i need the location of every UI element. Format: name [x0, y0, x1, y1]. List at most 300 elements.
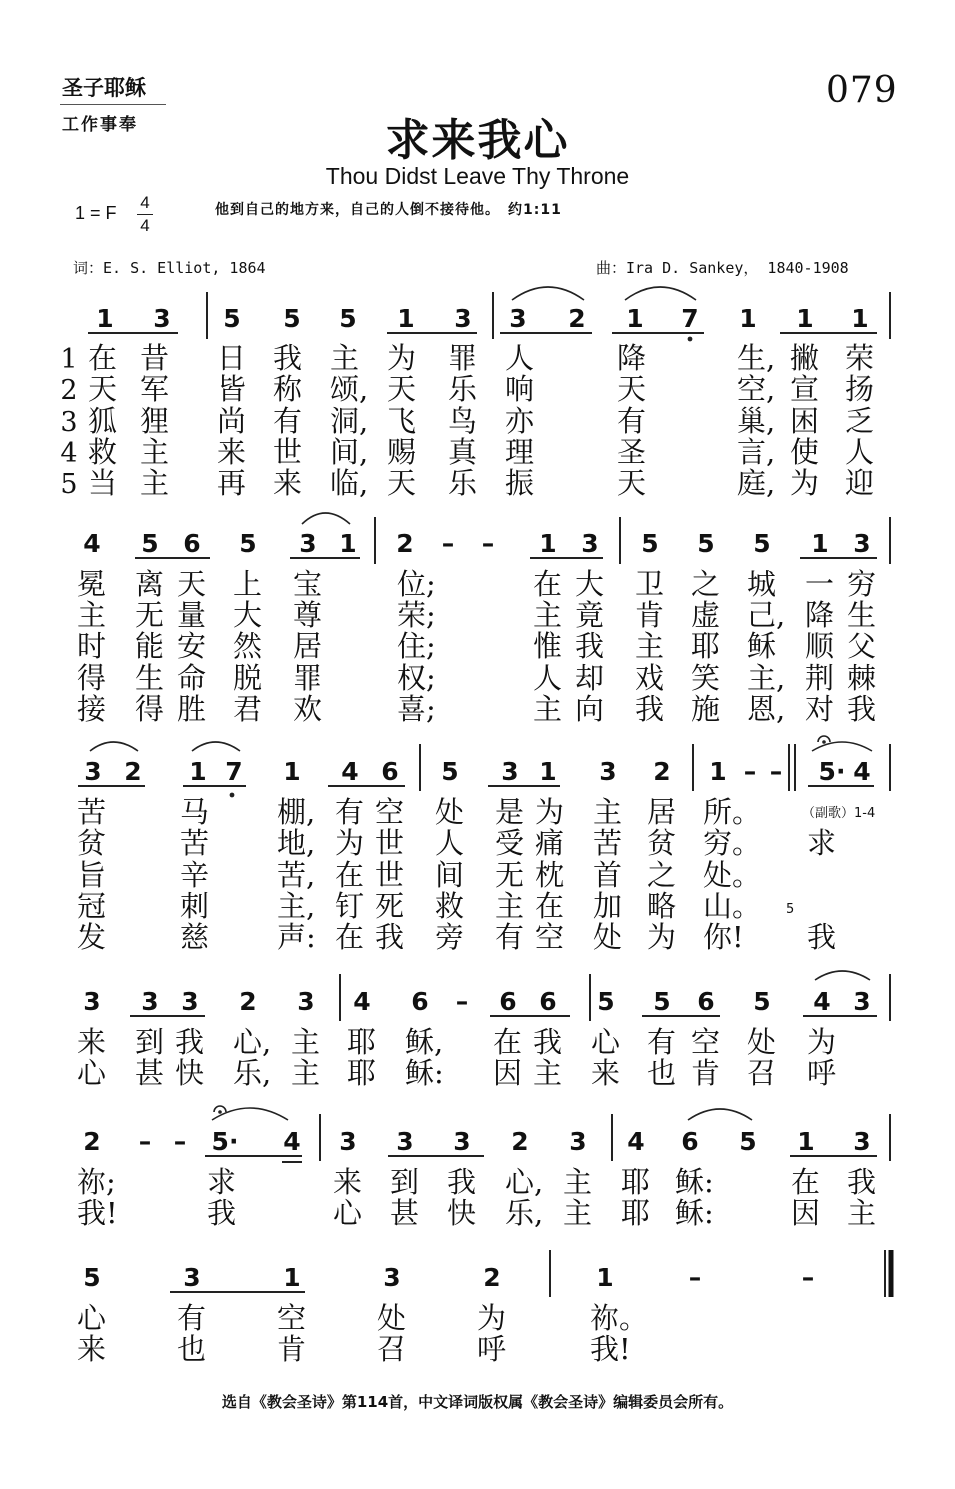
lyric-syllable: 钉: [335, 889, 365, 923]
lyric-syllable: 赐: [387, 435, 417, 469]
lyric-syllable: 罪: [448, 341, 478, 375]
lyric-syllable: 我: [575, 629, 605, 663]
score-note: 3: [299, 529, 317, 558]
score-note: 1: [811, 529, 829, 558]
score-note: 1: [626, 304, 644, 333]
lyricist-credit: 词：E. S. Elliot, 1864: [73, 259, 266, 277]
lyric-syllable: 主: [593, 795, 623, 829]
score-note: 5: [239, 529, 257, 558]
lyric-syllable: 受: [495, 826, 525, 860]
lyric-syllable: 主: [533, 692, 563, 726]
lyric-syllable: 旨: [77, 858, 107, 892]
lyric-syllable: 我: [847, 692, 877, 726]
lyric-syllable: 乐,: [233, 1056, 272, 1090]
lyric-syllable: 肯: [691, 1056, 721, 1090]
score-note: 2: [396, 529, 414, 558]
lyric-syllable: 来: [77, 1025, 107, 1059]
lyric-syllable: 心: [77, 1301, 107, 1335]
lyric-syllable: 处。: [703, 858, 762, 892]
score-note: 4: [353, 987, 371, 1016]
score-note: 5: [641, 529, 659, 558]
lyric-syllable: 棚,: [277, 795, 316, 829]
score-note: 4: [341, 757, 359, 786]
score-note: 1: [739, 304, 757, 333]
lyric-syllable: 因: [791, 1196, 821, 1230]
score-note: 1: [709, 757, 727, 786]
lyric-syllable: 皆: [217, 372, 247, 406]
lyric-syllable: 人: [845, 435, 875, 469]
verse-number: 3: [60, 407, 78, 438]
score-note: 1: [189, 757, 207, 786]
lyric-syllable: 得: [135, 692, 165, 726]
lyric-syllable: 来: [77, 1332, 107, 1366]
lyric-syllable: 天: [177, 567, 207, 601]
hold-dash: –: [173, 1127, 187, 1156]
score-note: 2: [239, 987, 257, 1016]
lyric-syllable: 卫: [635, 567, 665, 601]
score-note: 3: [84, 757, 102, 786]
lyric-syllable: 有: [647, 1025, 677, 1059]
lyric-syllable: 主,: [747, 661, 786, 695]
lyric-syllable: 召: [377, 1332, 407, 1366]
hold-dash: –: [688, 1263, 702, 1292]
lyric-syllable: 耶: [691, 629, 721, 663]
lyric-syllable: 求: [207, 1165, 237, 1199]
lyric-syllable: 狐: [88, 404, 118, 438]
lyric-syllable: 狸: [140, 404, 170, 438]
lyric-syllable: 罪: [293, 661, 323, 695]
lyric-syllable: 向: [575, 692, 605, 726]
score-note: 4: [627, 1127, 645, 1156]
score-note: 2: [83, 1127, 101, 1156]
score-note: 3: [453, 1127, 471, 1156]
lyric-syllable: 心: [591, 1025, 621, 1059]
lyric-syllable: 大: [575, 567, 605, 601]
lyric-syllable: 为: [647, 920, 677, 954]
score-note: 3: [581, 529, 599, 558]
lyric-syllable: 天: [387, 372, 417, 406]
lyric-syllable: 父: [847, 629, 877, 663]
lyric-syllable: 呼: [807, 1056, 837, 1090]
lyric-syllable: 穷: [847, 567, 877, 601]
lyric-syllable: 我: [375, 920, 405, 954]
hold-dash: –: [769, 757, 783, 786]
lyric-syllable: 己,: [747, 598, 786, 632]
score-note: 5: [441, 757, 459, 786]
lyric-syllable: 主: [563, 1165, 593, 1199]
score-note: 2: [653, 757, 671, 786]
lyric-syllable: 迎: [845, 466, 875, 500]
lyric-syllable: 我!: [77, 1196, 118, 1230]
score-note: 1: [283, 757, 301, 786]
score-note: 3: [853, 1127, 871, 1156]
lyric-syllable: 离: [135, 567, 165, 601]
lyric-syllable: 亦: [505, 404, 535, 438]
lyric-syllable: 天: [617, 466, 647, 500]
lyric-syllable: 来: [591, 1056, 621, 1090]
lyric-syllable: 苦: [180, 826, 210, 860]
lyric-syllable: 处: [747, 1025, 777, 1059]
lyric-syllable: 权;: [397, 661, 436, 695]
lyric-syllable: 耶: [621, 1165, 651, 1199]
lyric-syllable: 宝: [293, 567, 323, 601]
score-note: 4: [83, 529, 101, 558]
score-note: 5: [753, 987, 771, 1016]
score-note: 1: [796, 304, 814, 333]
score-note: 3: [339, 1127, 357, 1156]
lyric-syllable: 无: [495, 858, 525, 892]
lyric-syllable: 主: [533, 598, 563, 632]
lyric-syllable: 你!: [703, 920, 744, 954]
lyric-syllable: 施: [691, 692, 721, 726]
lyric-syllable: 稣:: [675, 1196, 714, 1230]
lyric-syllable: 笑: [691, 661, 721, 695]
lyric-syllable: 心: [333, 1196, 363, 1230]
lyric-syllable: 空: [691, 1025, 721, 1059]
lyric-syllable: 刺: [180, 889, 210, 923]
lyric-syllable: 死: [375, 889, 405, 923]
lyric-syllable: 稣: [747, 629, 777, 663]
score-note: 5: [339, 304, 357, 333]
score-note: 5: [653, 987, 671, 1016]
lyric-syllable: 降: [805, 598, 835, 632]
lyric-syllable: 主: [77, 598, 107, 632]
lyric-syllable: 声:: [277, 920, 316, 954]
lyric-syllable: 首: [593, 858, 623, 892]
score-note: 5: [697, 529, 715, 558]
score-note: 7: [681, 304, 699, 333]
lyric-syllable: 为: [535, 795, 565, 829]
lyric-syllable: 响: [505, 372, 535, 406]
score-note: 1: [851, 304, 869, 333]
lyric-syllable: 我: [447, 1165, 477, 1199]
lyric-syllable: 颂,: [330, 372, 369, 406]
lyric-syllable: 耶: [621, 1196, 651, 1230]
key-signature: 1 = F: [75, 203, 117, 223]
score-note: 3: [569, 1127, 587, 1156]
lyric-syllable: 天: [617, 372, 647, 406]
lyric-syllable: 鸟: [448, 404, 478, 438]
lyric-syllable: 主: [533, 1056, 563, 1090]
lyric-syllable: 言,: [737, 435, 776, 469]
lyric-syllable: 我!: [590, 1332, 631, 1366]
lyric-syllable: 日: [217, 341, 247, 375]
lyric-syllable: 冠: [77, 889, 107, 923]
lyric-syllable: 飞: [387, 404, 417, 438]
lyric-syllable: 居: [293, 629, 323, 663]
lyric-syllable: 顺: [805, 629, 835, 663]
lyric-syllable: 肯: [635, 598, 665, 632]
score-note: 6: [499, 987, 517, 1016]
score-note: 1: [339, 529, 357, 558]
lyric-syllable: 戏: [635, 661, 665, 695]
lyric-syllable: 召: [747, 1056, 777, 1090]
lyric-syllable: 虚: [691, 598, 721, 632]
lyric-syllable: 主: [563, 1196, 593, 1230]
lyric-syllable: 主: [635, 629, 665, 663]
lyric-syllable: 上: [233, 567, 263, 601]
lyric-syllable: 有: [273, 404, 303, 438]
score-note: 4: [283, 1127, 301, 1156]
lyric-syllable: 苦: [77, 795, 107, 829]
score-note: 2: [511, 1127, 529, 1156]
score-note: 3: [396, 1127, 414, 1156]
lyric-syllable: 我: [807, 920, 837, 954]
lyric-syllable: 快: [175, 1056, 205, 1090]
lyric-syllable: 在: [791, 1165, 821, 1199]
lyric-syllable: 马: [180, 795, 210, 829]
lyric-syllable: 圣: [617, 435, 647, 469]
lyric-syllable: 撇: [790, 341, 820, 375]
lyric-syllable: 脱: [233, 661, 263, 695]
lyric-syllable: 在: [88, 341, 118, 375]
lyric-syllable: 安: [177, 629, 207, 663]
lyric-syllable: 量: [177, 598, 207, 632]
score-note: 6: [183, 529, 201, 558]
lyric-syllable: 主: [291, 1056, 321, 1090]
hold-dash: –: [481, 529, 495, 558]
lyric-syllable: 我: [175, 1025, 205, 1059]
time-bottom: 4: [140, 216, 150, 235]
lyric-syllable: 胜: [177, 692, 207, 726]
lyric-syllable: 主: [140, 435, 170, 469]
lyric-syllable: 欢: [293, 692, 323, 726]
lyric-syllable: 间: [435, 858, 465, 892]
hold-dash: –: [455, 987, 469, 1016]
lyric-syllable: 救: [88, 435, 118, 469]
lyric-syllable: 主: [847, 1196, 877, 1230]
lyric-syllable: 君: [233, 692, 263, 726]
lyric-syllable: 快: [447, 1196, 477, 1230]
lyric-syllable: 为: [387, 341, 417, 375]
lyric-syllable: 贫: [77, 826, 107, 860]
lyric-syllable: 世: [375, 826, 405, 860]
lyric-syllable: 人: [435, 826, 465, 860]
lyric-syllable: 耶: [347, 1056, 377, 1090]
lyric-syllable: 乐: [448, 372, 478, 406]
score-note: 5: [141, 529, 159, 558]
lyric-syllable: 生,: [737, 341, 776, 375]
verse-number: 2: [60, 375, 78, 406]
lyric-syllable: 棘: [847, 661, 877, 695]
score-note: 3: [853, 529, 871, 558]
lyric-syllable: 有: [177, 1301, 207, 1335]
lyric-syllable: 尊: [293, 598, 323, 632]
verse-number: 1: [60, 344, 78, 375]
score-note: 3: [181, 987, 199, 1016]
score-note: 3: [141, 987, 159, 1016]
lyric-syllable: 主: [495, 889, 525, 923]
lyric-syllable: 惟: [533, 629, 563, 663]
lyric-syllable: 辛: [180, 858, 210, 892]
score-note: 5·: [818, 757, 846, 786]
lyric-syllable: 苦: [593, 826, 623, 860]
lyric-syllable: 稣,: [405, 1025, 444, 1059]
lyric-syllable: 然: [233, 629, 263, 663]
score-note: 2: [124, 757, 142, 786]
score-note: 5·: [211, 1127, 239, 1156]
score-note: 1: [96, 304, 114, 333]
lyric-syllable: 有: [335, 795, 365, 829]
hold-dash: –: [138, 1127, 152, 1156]
lyric-syllable: 振: [505, 466, 535, 500]
lyric-syllable: 冕: [77, 567, 107, 601]
score-note: 2: [483, 1263, 501, 1292]
lyric-syllable: 昔: [140, 341, 170, 375]
score-note: 3: [83, 987, 101, 1016]
score-note: 1: [283, 1263, 301, 1292]
lyric-syllable: 空: [277, 1301, 307, 1335]
lyric-syllable: 为: [807, 1025, 837, 1059]
lyric-syllable: 我: [635, 692, 665, 726]
lyric-syllable: 甚: [390, 1196, 420, 1230]
lyric-syllable: 生: [135, 661, 165, 695]
lyric-syllable: 略: [647, 889, 677, 923]
lyric-syllable: 尚: [217, 404, 247, 438]
lyric-syllable: 对: [805, 692, 835, 726]
copyright-footer: 选自《教会圣诗》第114首，中文译词版权属《教会圣诗》编辑委员会所有。: [221, 1393, 734, 1411]
lyric-syllable: 军: [140, 372, 170, 406]
lyric-syllable: 竟: [575, 598, 605, 632]
score-note: 7: [225, 757, 243, 786]
score-note: 6: [539, 987, 557, 1016]
lyric-syllable: 到: [390, 1165, 420, 1199]
title-english: Thou Didst Leave Thy Throne: [325, 163, 630, 189]
score-note: 1: [596, 1263, 614, 1292]
lyric-syllable: 稣:: [675, 1165, 714, 1199]
lyric-syllable: 间,: [330, 435, 369, 469]
hymn-number: 079: [826, 70, 898, 111]
composer-credit: 曲：Ira D. Sankey， 1840-1908: [596, 259, 849, 277]
score-note: 1: [397, 304, 415, 333]
lyric-syllable: 心,: [233, 1025, 272, 1059]
lyric-syllable: 临,: [330, 466, 369, 500]
verse5-refrain-mark: 5: [786, 902, 795, 917]
lyric-syllable: 稣:: [405, 1056, 444, 1090]
lyric-syllable: 处: [593, 920, 623, 954]
lyric-syllable: 耶: [347, 1025, 377, 1059]
lyric-syllable: 空: [375, 795, 405, 829]
score-note: 5: [739, 1127, 757, 1156]
lyric-syllable: 称: [273, 372, 303, 406]
lyric-syllable: 降: [617, 341, 647, 375]
score-note: 4: [853, 757, 871, 786]
lyric-syllable: 理: [505, 435, 535, 469]
lyric-syllable: 心: [77, 1056, 107, 1090]
lyric-syllable: 肯: [277, 1332, 307, 1366]
lyric-syllable: 在: [493, 1025, 523, 1059]
score-note: 3: [853, 987, 871, 1016]
lyric-syllable: 扬: [845, 372, 875, 406]
lyric-syllable: 恩,: [747, 692, 786, 726]
score-note: 3: [297, 987, 315, 1016]
lyric-syllable: 真: [448, 435, 478, 469]
lyric-syllable: 居: [647, 795, 677, 829]
lyric-syllable: 我: [273, 341, 303, 375]
lyric-syllable: 为: [790, 466, 820, 500]
lyric-syllable: 旁: [435, 920, 465, 954]
verse-number: 4: [60, 438, 78, 469]
lyric-syllable: 在: [535, 889, 565, 923]
lyric-syllable: 主: [330, 341, 360, 375]
lyric-syllable: 在: [335, 858, 365, 892]
lyric-syllable: 加: [593, 889, 623, 923]
lyric-syllable: 我: [847, 1165, 877, 1199]
score-note: 1: [797, 1127, 815, 1156]
lyric-syllable: 也: [177, 1332, 207, 1366]
lyric-syllable: 慈: [180, 920, 210, 954]
lyric-syllable: 困: [790, 404, 820, 438]
lyric-syllable: 城: [747, 567, 777, 601]
lyric-syllable: 我: [533, 1025, 563, 1059]
hold-dash: –: [441, 529, 455, 558]
subcategory-label: 工作事奉: [62, 115, 138, 135]
lyric-syllable: 人: [505, 341, 535, 375]
lyric-syllable: 是: [495, 795, 525, 829]
score-note: 6: [681, 1127, 699, 1156]
lyric-syllable: 天: [88, 372, 118, 406]
lyric-syllable: 命: [177, 661, 207, 695]
score-note: 1: [539, 529, 557, 558]
lyric-syllable: 处: [377, 1301, 407, 1335]
lyric-syllable: 乏: [845, 404, 875, 438]
score-note: 6: [697, 987, 715, 1016]
lyric-syllable: 世: [273, 435, 303, 469]
lyric-syllable: 天: [387, 466, 417, 500]
lyric-syllable: 却: [575, 661, 605, 695]
lyric-syllable: 洞,: [330, 404, 369, 438]
lyric-syllable: 祢;: [77, 1165, 116, 1199]
lyric-syllable: 来: [333, 1165, 363, 1199]
score-note: 1: [539, 757, 557, 786]
lyric-syllable: 我: [207, 1196, 237, 1230]
lyric-syllable: 穷。: [703, 826, 762, 860]
score-note: 3: [383, 1263, 401, 1292]
lyric-syllable: 痛: [535, 826, 565, 860]
lyric-syllable: 空: [535, 920, 565, 954]
lyric-syllable: 庭,: [737, 466, 776, 500]
lyric-syllable: 无: [135, 598, 165, 632]
hold-dash: –: [743, 757, 757, 786]
lyric-syllable: 喜;: [397, 692, 436, 726]
score-note: 5: [597, 987, 615, 1016]
refrain-label: （副歌）1-4: [802, 806, 876, 821]
lyric-syllable: 生: [847, 598, 877, 632]
lyric-syllable: 所。: [703, 795, 762, 829]
lyric-syllable: 为: [477, 1301, 507, 1335]
lyric-syllable: 处: [435, 795, 465, 829]
lyric-syllable: 人: [533, 661, 563, 695]
lyric-syllable: 苦,: [277, 858, 316, 892]
lyric-syllable: 巢,: [737, 404, 776, 438]
lyric-syllable: 当: [88, 466, 118, 500]
lyric-syllable: 大: [233, 598, 263, 632]
hold-dash: –: [801, 1263, 815, 1292]
lyric-syllable: 甚: [135, 1056, 165, 1090]
lyric-syllable: 呼: [477, 1332, 507, 1366]
lyric-syllable: 救: [435, 889, 465, 923]
lyric-syllable: 世: [375, 858, 405, 892]
lyric-syllable: 来: [273, 466, 303, 500]
score-note: 3: [599, 757, 617, 786]
lyric-syllable: 发: [77, 920, 107, 954]
score-note: 3: [183, 1263, 201, 1292]
lyric-syllable: 荣;: [397, 598, 436, 632]
lyric-syllable: 在: [533, 567, 563, 601]
lyric-syllable: 主,: [277, 889, 316, 923]
lyric-syllable: 主: [140, 466, 170, 500]
lyric-syllable: 因: [493, 1056, 523, 1090]
